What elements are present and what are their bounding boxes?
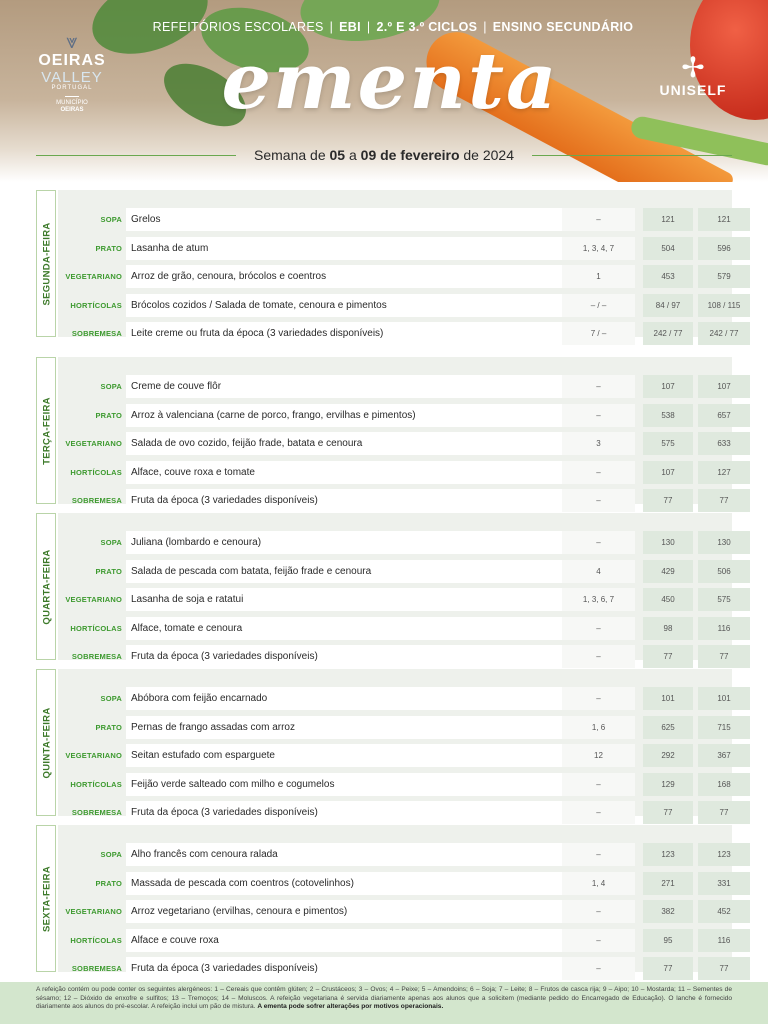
- dish-name: Seitan estufado com esparguete: [126, 744, 594, 767]
- allergens-cell: 7 / –: [562, 322, 635, 345]
- kcal-sec-cell: 77: [698, 801, 750, 824]
- dish-name: Grelos: [126, 208, 594, 231]
- kcal-sec-cell: 77: [698, 645, 750, 668]
- allergens-cell: – / –: [562, 294, 635, 317]
- allergens-cell: –: [562, 531, 635, 554]
- dish-name: Feijão verde salteado com milho e cogumelos: [126, 773, 594, 796]
- dish-name: Fruta da época (3 variedades disponíveis): [126, 489, 594, 512]
- footnote-warning: A ementa pode sofrer alterações por motivos operacionais.: [257, 1003, 444, 1011]
- week-mid: a: [348, 147, 357, 163]
- kcal-sec-cell: 575: [698, 588, 750, 611]
- banner-secundario: ENSINO SECUNDÁRIO: [492, 20, 634, 34]
- day-name: QUINTA-FEIRA: [41, 707, 53, 779]
- dish-name: Juliana (lombardo e cenoura): [126, 531, 594, 554]
- dish-name: Alho francês com cenoura ralada: [126, 843, 594, 866]
- kcal-sec-cell: 579: [698, 265, 750, 288]
- kcal-eb-cell: 77: [643, 489, 693, 512]
- allergens-cell: –: [562, 461, 635, 484]
- day-block: [36, 513, 732, 660]
- allergens-cell: –: [562, 489, 635, 512]
- banner-ebi: EBI: [339, 20, 361, 34]
- kcal-sec-cell: 168: [698, 773, 750, 796]
- kcal-eb-cell: 77: [643, 801, 693, 824]
- allergens-cell: –: [562, 929, 635, 952]
- day-block: [36, 190, 741, 339]
- kcal-sec-cell: 77: [698, 957, 750, 980]
- header-banner: [0, 0, 768, 182]
- menu-row: [58, 586, 732, 613]
- menu-row: [58, 742, 732, 769]
- meal-category: HORTÍCOLAS: [70, 935, 122, 945]
- menu-row: [58, 841, 732, 868]
- kcal-eb-cell: 538: [643, 404, 693, 427]
- divider-line: [36, 155, 236, 156]
- menu-row: [58, 955, 732, 982]
- dish-name: Arroz de grão, cenoura, brócolos e coentros: [126, 265, 594, 288]
- allergens-cell: 3: [562, 432, 635, 455]
- kcal-sec-cell: 116: [698, 617, 750, 640]
- dish-name: Lasanha de soja e ratatui: [126, 588, 594, 611]
- menu-row: [58, 714, 732, 741]
- menu-row: [58, 771, 732, 798]
- menu-row: [58, 487, 732, 514]
- meal-category: HORTÍCOLAS: [70, 467, 122, 477]
- kcal-sec-cell: 107: [698, 375, 750, 398]
- kcal-eb-cell: 453: [643, 265, 693, 288]
- kcal-sec-cell: 715: [698, 716, 750, 739]
- day-block: [36, 669, 732, 816]
- kcal-eb-cell: 84 / 97: [643, 294, 693, 317]
- day-name: SEGUNDA-FEIRA: [41, 222, 53, 306]
- allergens-cell: –: [562, 843, 635, 866]
- menu-row: [58, 292, 741, 319]
- menu-row: [58, 263, 732, 290]
- kcal-eb-cell: 450: [643, 588, 693, 611]
- logo-valley: VALLEY: [41, 69, 103, 86]
- meal-category: PRATO: [95, 243, 122, 253]
- menu-row: [58, 430, 732, 457]
- allergens-cell: 1, 3, 6, 7: [562, 588, 635, 611]
- allergens-cell: 1: [562, 265, 635, 288]
- allergens-cell: –: [562, 617, 635, 640]
- menu-row: [58, 615, 732, 642]
- kcal-eb-cell: 101: [643, 687, 693, 710]
- dish-name: Pernas de frango assadas com arroz: [126, 716, 594, 739]
- meal-category: SOBREMESA: [71, 652, 122, 661]
- dish-name: Arroz vegetariano (ervilhas, cenoura e pimentos): [126, 900, 594, 923]
- meal-category: SOPA: [100, 694, 122, 703]
- meal-category: VEGETARIANO: [65, 595, 122, 604]
- day-label-box: [36, 190, 56, 337]
- menu-row: [58, 235, 732, 262]
- banner-main: REFEITÓRIOS ESCOLARES: [152, 20, 324, 34]
- dish-name: Brócolos cozidos / Salada de tomate, cenoura e pimentos: [126, 294, 594, 317]
- allergens-cell: –: [562, 801, 635, 824]
- day-label-box: [36, 513, 56, 660]
- kcal-eb-cell: 292: [643, 744, 693, 767]
- banner-ciclos: 2.º E 3.º CICLOS: [376, 20, 478, 34]
- meal-category: PRATO: [95, 722, 122, 732]
- allergen-footnote: [0, 982, 768, 1024]
- allergens-cell: –: [562, 900, 635, 923]
- week-range: [36, 145, 732, 165]
- meal-category: HORTÍCOLAS: [70, 623, 122, 633]
- meal-category: HORTÍCOLAS: [70, 300, 122, 310]
- menu-row: [58, 373, 732, 400]
- dish-name: Fruta da época (3 variedades disponíveis): [126, 957, 594, 980]
- dish-name: Fruta da época (3 variedades disponíveis): [126, 645, 594, 668]
- allergens-cell: –: [562, 773, 635, 796]
- logo-municipio: MUNICÍPIO: [56, 100, 88, 106]
- day-name: QUARTA-FEIRA: [41, 549, 53, 625]
- dish-name: Leite creme ou fruta da época (3 variedades disponíveis): [126, 322, 594, 345]
- day-name: TERÇA-FEIRA: [41, 397, 53, 465]
- kcal-sec-cell: 596: [698, 237, 750, 260]
- page-title: ementa: [221, 36, 559, 127]
- kcal-sec-cell: 367: [698, 744, 750, 767]
- day-label-box: [36, 825, 56, 972]
- meal-category: SOBREMESA: [71, 329, 122, 338]
- kcal-eb-cell: 129: [643, 773, 693, 796]
- allergens-cell: 1, 6: [562, 716, 635, 739]
- menu-row: [58, 643, 732, 670]
- kcal-eb-cell: 504: [643, 237, 693, 260]
- menu-row: [58, 459, 732, 486]
- dish-name: Lasanha de atum: [126, 237, 594, 260]
- meal-category: SOPA: [100, 850, 122, 859]
- meal-category: VEGETARIANO: [65, 751, 122, 760]
- week-to: 09 de fevereiro: [360, 147, 460, 163]
- meal-category: SOPA: [100, 382, 122, 391]
- dish-name: Fruta da época (3 variedades disponíveis): [126, 801, 594, 824]
- meal-category: PRATO: [95, 566, 122, 576]
- divider-line: [532, 155, 732, 156]
- kcal-sec-cell: 506: [698, 560, 750, 583]
- menu-row: [58, 320, 739, 347]
- menu-row: [58, 529, 732, 556]
- kcal-sec-cell: 121: [698, 208, 750, 231]
- menu-row: [58, 558, 732, 585]
- allergens-cell: –: [562, 404, 635, 427]
- kcal-eb-cell: 77: [643, 957, 693, 980]
- dish-name: Alface, couve roxa e tomate: [126, 461, 594, 484]
- allergens-cell: –: [562, 645, 635, 668]
- uniself-logo: [648, 54, 738, 98]
- menu-row: [58, 402, 732, 429]
- meal-category: PRATO: [95, 878, 122, 888]
- uniself-cross-icon: ✢: [681, 52, 705, 83]
- allergens-cell: 12: [562, 744, 635, 767]
- kcal-eb-cell: 107: [643, 461, 693, 484]
- allergens-cell: 4: [562, 560, 635, 583]
- kcal-sec-cell: 130: [698, 531, 750, 554]
- dish-name: Salada de ovo cozido, feijão frade, batata e cenoura: [126, 432, 594, 455]
- dish-name: Alface, tomate e cenoura: [126, 617, 594, 640]
- kcal-eb-cell: 382: [643, 900, 693, 923]
- week-from: 05: [329, 147, 346, 163]
- uniself-name: UNISELF: [659, 82, 727, 98]
- dish-name: Creme de couve flôr: [126, 375, 594, 398]
- kcal-sec-cell: 77: [698, 489, 750, 512]
- meal-category: PRATO: [95, 410, 122, 420]
- kcal-eb-cell: 429: [643, 560, 693, 583]
- kcal-sec-cell: 108 / 115: [698, 294, 750, 317]
- kcal-sec-cell: 127: [698, 461, 750, 484]
- menu-row: [58, 898, 732, 925]
- kcal-eb-cell: 107: [643, 375, 693, 398]
- menu-row: [58, 927, 732, 954]
- allergens-cell: –: [562, 375, 635, 398]
- allergens-cell: –: [562, 687, 635, 710]
- kcal-eb-cell: 77: [643, 645, 693, 668]
- allergens-cell: –: [562, 208, 635, 231]
- kcal-eb-cell: 575: [643, 432, 693, 455]
- menu-row: [58, 206, 732, 233]
- meal-category: VEGETARIANO: [65, 272, 122, 281]
- valley-v-icon: ⩔: [66, 31, 78, 53]
- kcal-eb-cell: 95: [643, 929, 693, 952]
- dish-name: Abóbora com feijão encarnado: [126, 687, 594, 710]
- meal-category: VEGETARIANO: [65, 907, 122, 916]
- week-suffix: de 2024: [463, 147, 514, 163]
- menu-row: [58, 799, 732, 826]
- day-label-box: [36, 669, 56, 816]
- dish-name: Alface e couve roxa: [126, 929, 594, 952]
- logo-portugal: PORTUGAL: [51, 85, 93, 91]
- week-prefix: Semana de: [254, 147, 326, 163]
- footnote-text: A refeição contém ou pode conter os seguintes alergéneos: 1 – Cereais que contêm glúten; 2 – Crustáceos; 3 – Ovos; 4 – Peixe; 5 – Amendoins; 6 – Soja; 7 – Leite; 8 – Frutos de casca rija; 9 – Aipo; 10 – Mostarda; 11 – Sementes de sésamo; 12 – Dióxido de enxofre e sulfitos; 13 – Tremoços; 14 – Moluscos. A refeição vegetariana é servida diariamente apenas aos alunos que a solicitem (mediante pedido do Encarregado de Educação). O lanche é fornecido diariamente aos alunos do pré-escolar. A refeição inclui um pão de mistura.: [36, 986, 732, 1011]
- week-text: [236, 147, 532, 163]
- dish-name: Massada de pescada com coentros (cotovelinhos): [126, 872, 594, 895]
- meal-category: VEGETARIANO: [65, 439, 122, 448]
- meal-category: SOBREMESA: [71, 964, 122, 973]
- day-block: [36, 357, 732, 504]
- allergens-cell: –: [562, 957, 635, 980]
- menu-row: [58, 685, 732, 712]
- kcal-eb-cell: 625: [643, 716, 693, 739]
- kcal-eb-cell: 242 / 77: [643, 322, 693, 345]
- kcal-sec-cell: 242 / 77: [698, 322, 750, 345]
- dish-name: Salada de pescada com batata, feijão frade e cenoura: [126, 560, 594, 583]
- meal-category: SOPA: [100, 538, 122, 547]
- allergens-cell: 1, 4: [562, 872, 635, 895]
- kcal-sec-cell: 331: [698, 872, 750, 895]
- day-name: SEXTA-FEIRA: [41, 866, 53, 932]
- kcal-eb-cell: 98: [643, 617, 693, 640]
- logo-oeiras: OEIRAS: [38, 52, 106, 69]
- menu-row: [58, 870, 732, 897]
- kcal-sec-cell: 452: [698, 900, 750, 923]
- meal-category: HORTÍCOLAS: [70, 779, 122, 789]
- kcal-eb-cell: 130: [643, 531, 693, 554]
- allergens-cell: 1, 3, 4, 7: [562, 237, 635, 260]
- meal-category: SOBREMESA: [71, 808, 122, 817]
- oeiras-valley-logo: [30, 32, 114, 113]
- meal-category: SOBREMESA: [71, 496, 122, 505]
- kcal-sec-cell: 116: [698, 929, 750, 952]
- kcal-eb-cell: 121: [643, 208, 693, 231]
- day-label-box: [36, 357, 56, 504]
- kcal-sec-cell: 633: [698, 432, 750, 455]
- logo-oeiras-small: OEIRAS: [60, 107, 84, 113]
- dish-name: Arroz à valenciana (carne de porco, frango, ervilhas e pimentos): [126, 404, 594, 427]
- school-banner: REFEITÓRIOS ESCOLARES | EBI | 2.º E 3.º CICLOS | ENSINO SECUNDÁRIO: [152, 20, 634, 34]
- kcal-eb-cell: 123: [643, 843, 693, 866]
- meal-category: SOPA: [100, 215, 122, 224]
- logo-divider: [65, 96, 79, 97]
- kcal-sec-cell: 101: [698, 687, 750, 710]
- kcal-eb-cell: 271: [643, 872, 693, 895]
- day-block: [36, 825, 732, 972]
- kcal-sec-cell: 123: [698, 843, 750, 866]
- kcal-sec-cell: 657: [698, 404, 750, 427]
